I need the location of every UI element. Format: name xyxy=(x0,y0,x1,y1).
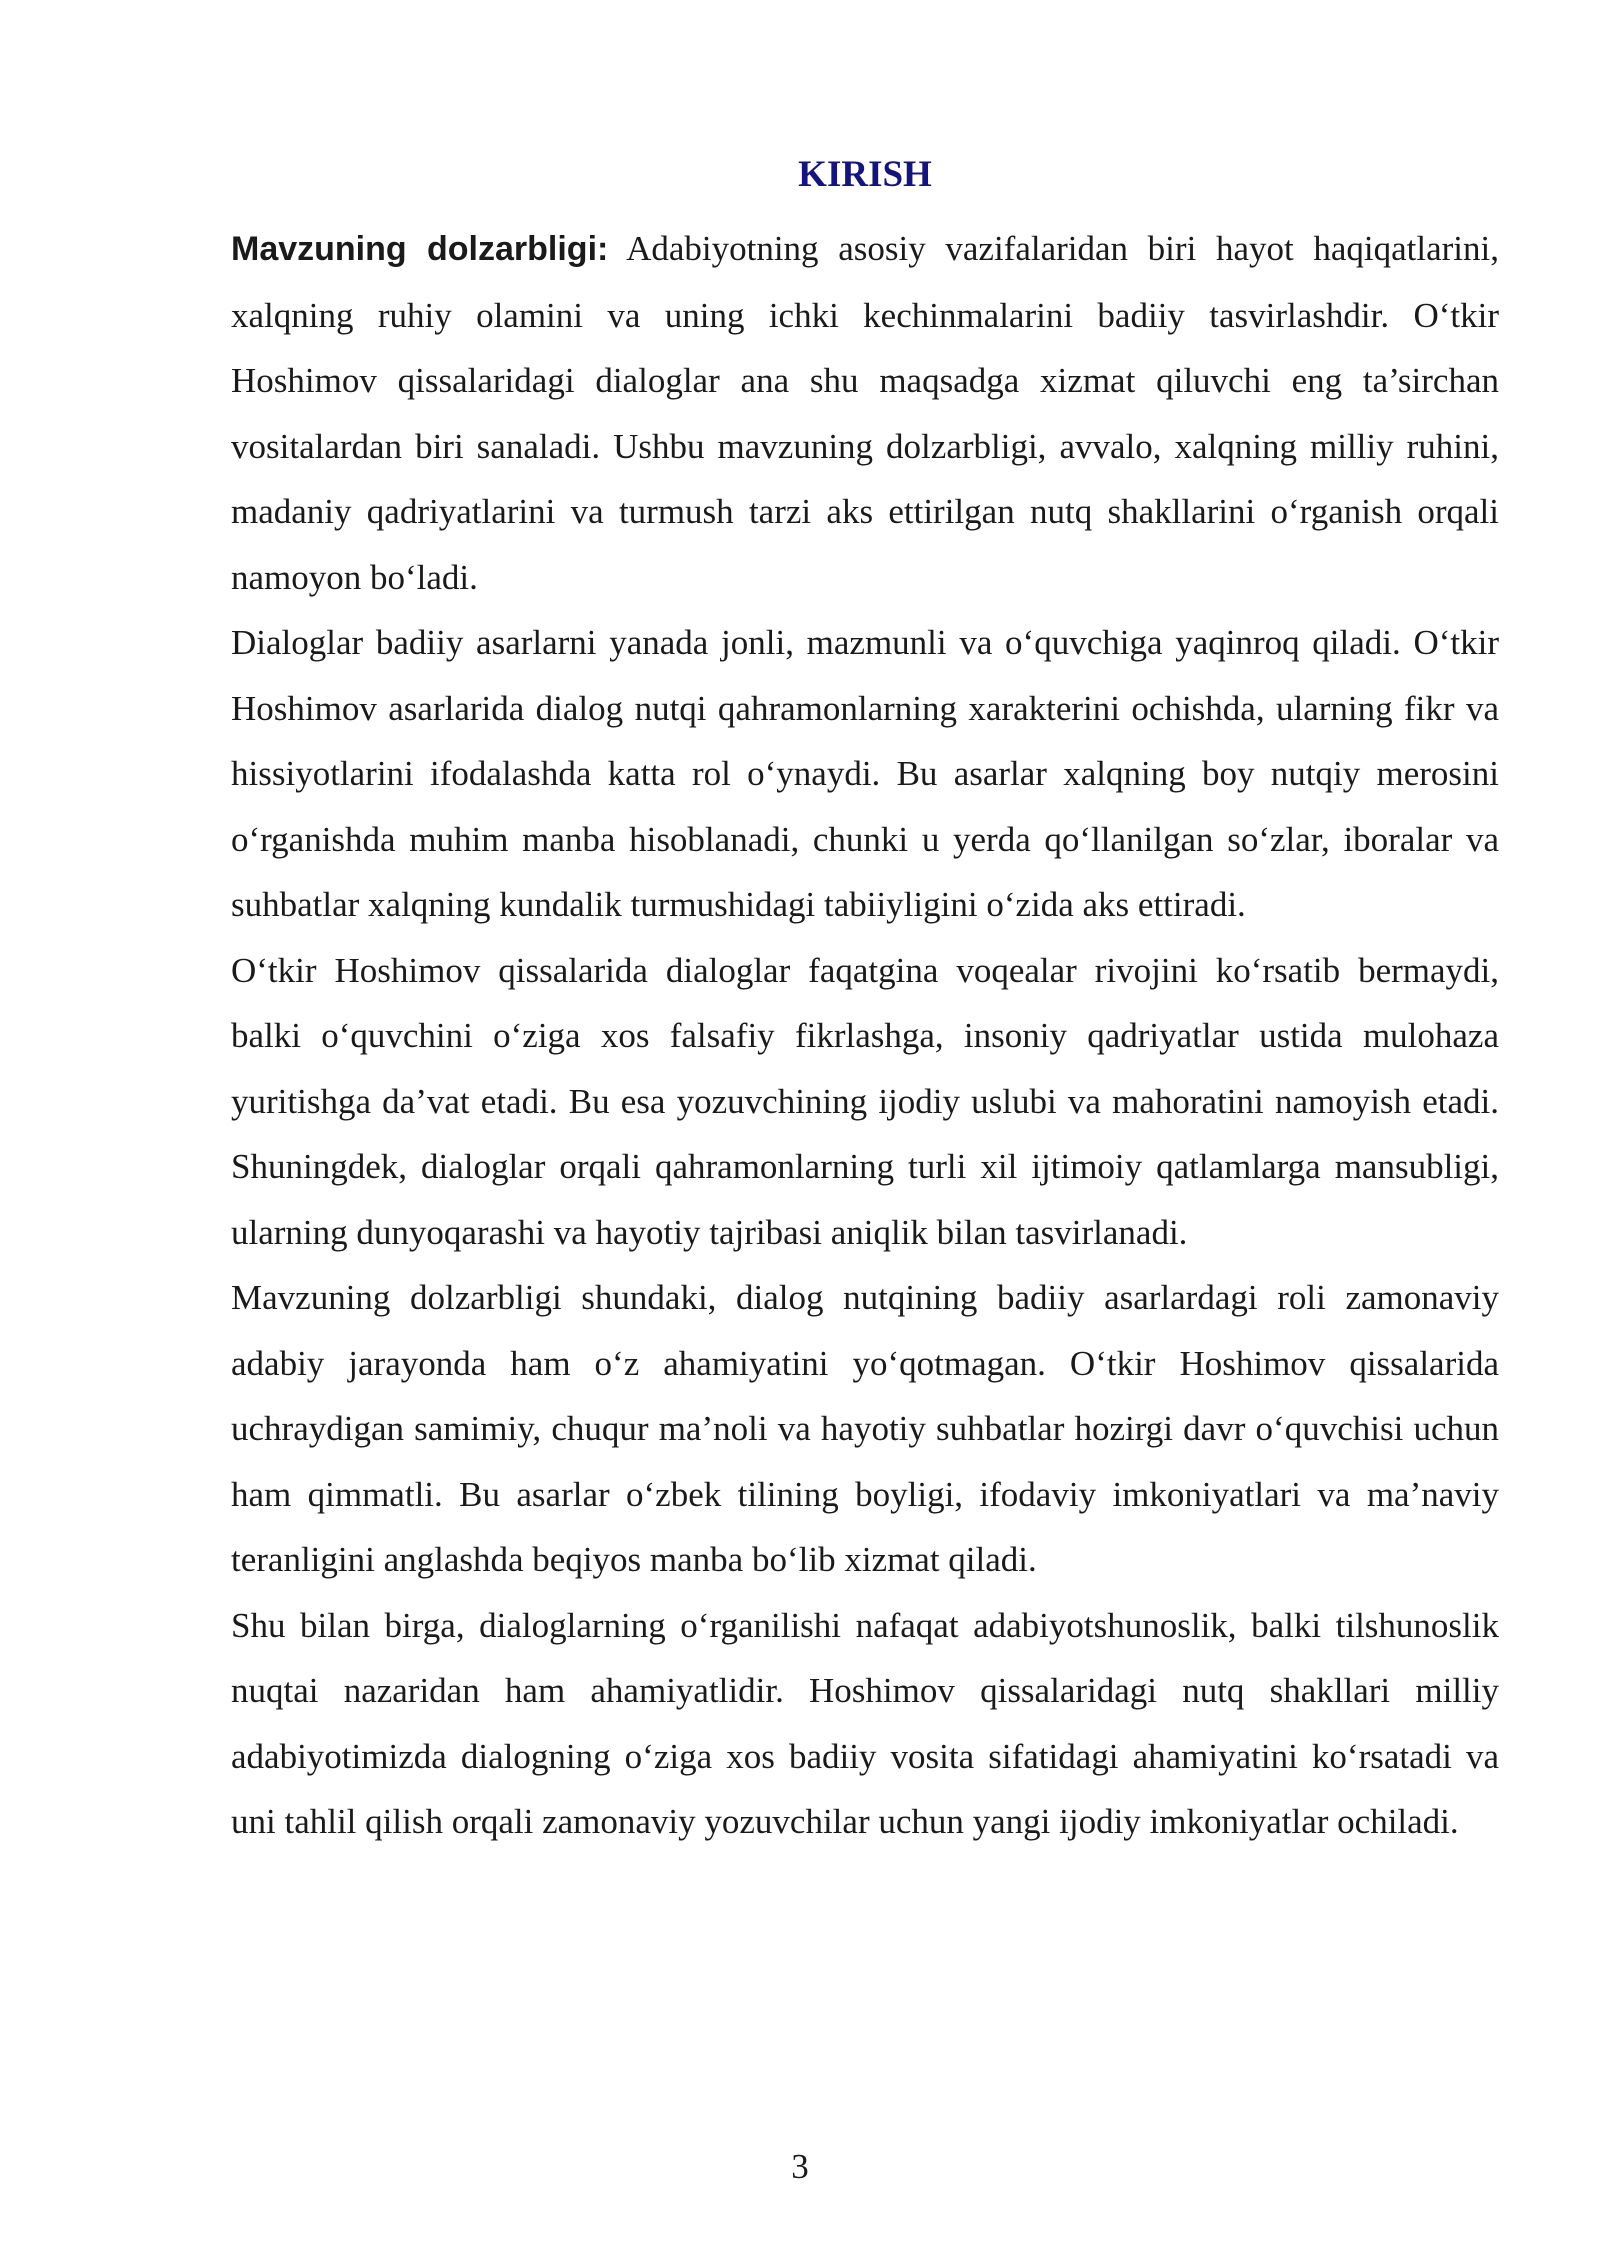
paragraph: Shu bilan birga, dialoglarning o‘rganilishi nafaqat adabiyotshunoslik, balki tilshunoslik nuqtai nazaridan ham ahamiyatlidir. Hoshimov qissalaridagi nutq shakllari milliy adabiyotimizda dialogning o‘ziga xos badiiy vosita sifatidagi ahamiyatini ko‘rsatadi va uni tahlil qilish orqali zamonaviy yozuvchilar uchun yangi ijodiy imkoniyatlar ochiladi. xyxy=(231,1605,1499,1841)
lead-label: Mavzuning dolzarbligi: xyxy=(231,230,609,268)
paragraph-relevance xyxy=(231,216,1499,610)
paragraph: O‘tkir Hoshimov qissalarida dialoglar faqatgina voqealar rivojini ko‘rsatib bermaydi, balki o‘quvchini o‘ziga xos falsafiy fikrlashga, insoniy qadriyatlar ustida mulohaza yuritishga da’vat etadi. Bu esa yozuvchining ijodiy uslubi va mahoratini namoyish etadi. Shuningdek, dialoglar orqali qahramonlarning turli xil ijtimoiy qatlamlarga mansubligi, ularning dunyoqarashi va hayotiy tajribasi aniqlik bilan tasvirlanadi. xyxy=(231,950,1499,1252)
page-number: 3 xyxy=(791,2147,809,2186)
section-heading: KIRISH xyxy=(798,154,932,195)
document-page xyxy=(231,150,1499,1855)
paragraph: Mavzuning dolzarbligi shundaki, dialog nutqining badiiy asarlardagi roli zamonaviy adabiy jarayonda ham o‘z ahamiyatini yo‘qotmagan. O‘tkir Hoshimov qissalarida uchraydigan samimiy, chuqur ma’noli va hayotiy suhbatlar hozirgi davr o‘quvchisi uchun ham qimmatli. Bu asarlar o‘zbek tilining boyligi, ifodaviy imkoniyatlari va ma’naviy teranligini anglashda beqiyos manba bo‘lib xizmat qiladi. xyxy=(231,1278,1499,1579)
paragraph: Dialoglar badiiy asarlarni yanada jonli, mazmunli va o‘quvchiga yaqinroq qiladi. O‘tkir Hoshimov asarlarida dialog nutqi qahramonlarning xarakterini ochishda, ularning fikr va hissiyotlarini ifodalashda katta rol o‘ynaydi. Bu asarlar xalqning boy nutqiy merosini o‘rganishda muhim manba hisoblanadi, chunki u yerda qo‘llanilgan so‘zlar, iboralar va suhbatlar xalqning kundalik turmushidagi tabiiyligini o‘zida aks ettiradi. xyxy=(231,623,1499,924)
paragraph-text: Adabiyotning asosiy vazifalaridan biri hayot haqiqatlarini, xalqning ruhiy olamini va uning ichki kechinmalarini badiiy tasvirlashdir. O‘tkir Hoshimov qissalaridagi dialoglar ana shu maqsadga xizmat qiluvchi eng ta’sirchan vositalardan biri sanaladi. Ushbu mavzuning dolzarbligi, avvalo, xalqning milliy ruhini, madaniy qadriyatlarini va turmush tarzi aks ettirilgan nutq shakllarini o‘rganish orqali namoyon bo‘ladi. xyxy=(231,229,1499,597)
